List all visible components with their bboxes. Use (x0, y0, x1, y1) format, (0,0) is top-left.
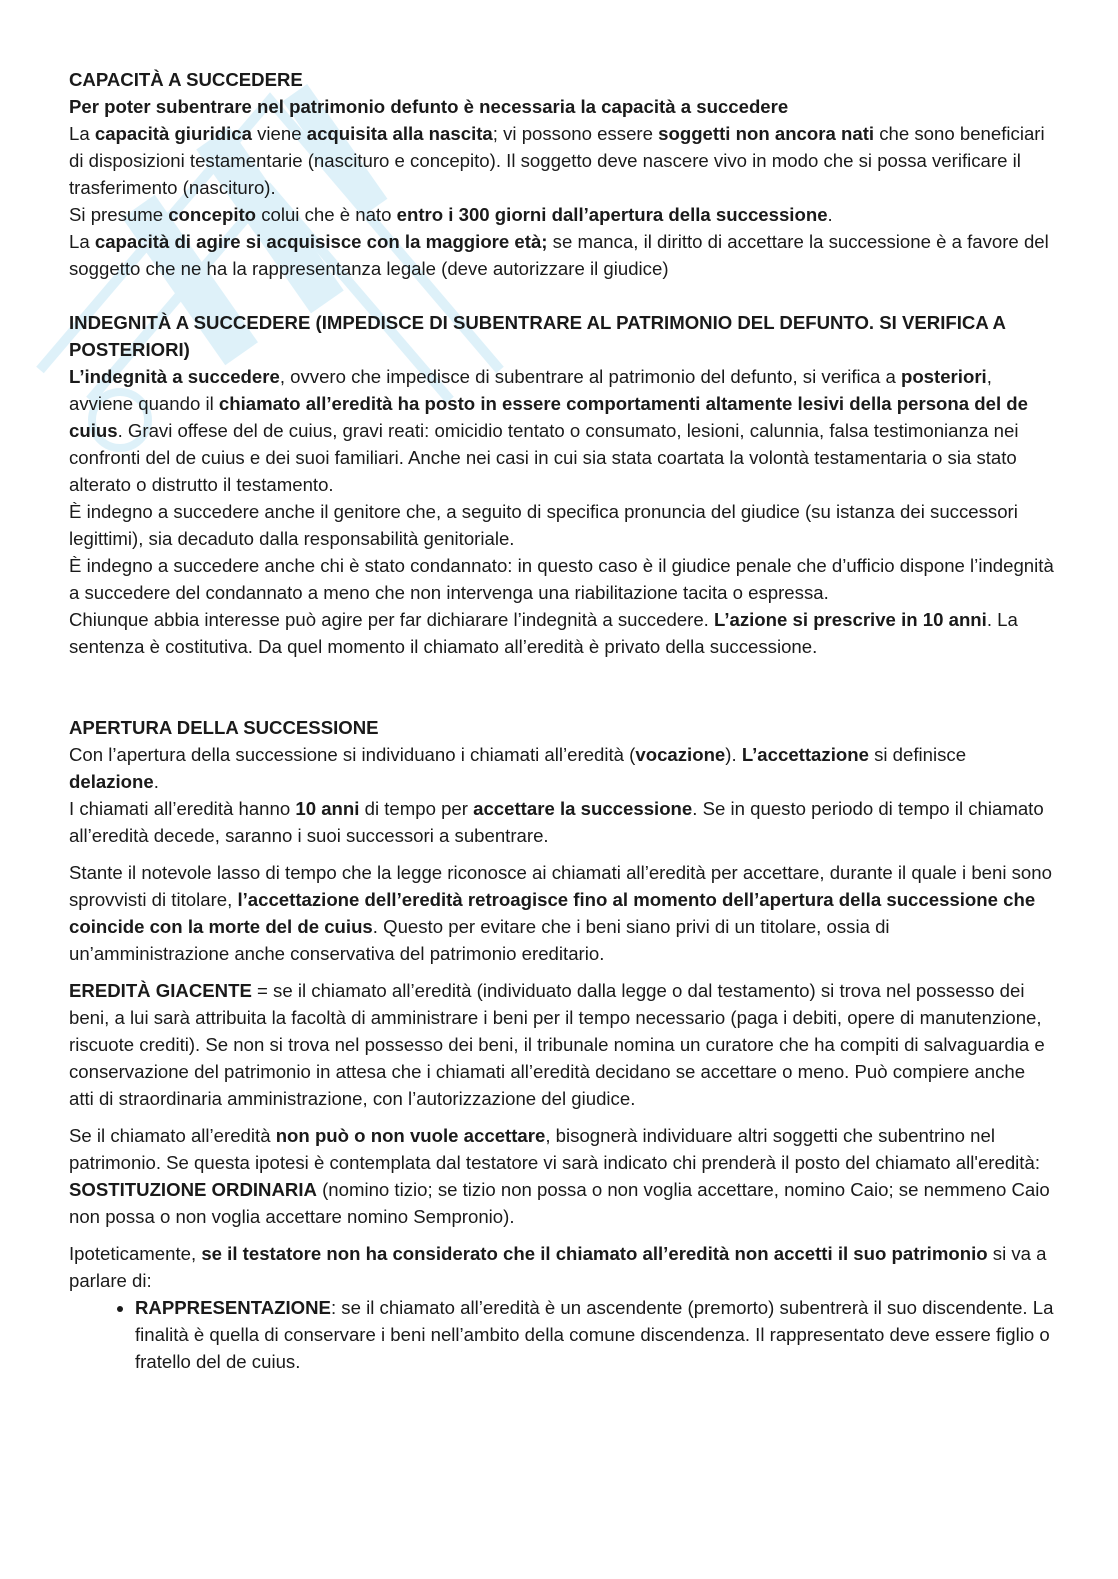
bullet-list (69, 1294, 1054, 1375)
ipotesi-paragraph: Ipoteticamente, se il testatore non ha considerato che il chiamato all’eredità non accetti il suo patrimonio si va a parlare di: (69, 1243, 1047, 1291)
section-title-capacita: CAPACITÀ A SUCCEDERE (69, 69, 303, 90)
capacita-paragraph-3: La capacità di agire si acquisisce con la maggiore età; se manca, il diritto di accettare la successione è a favore del soggetto che ne ha la rappresentanza legale (deve autorizzare il giudice) (69, 231, 1049, 279)
indegnita-paragraph-4: Chiunque abbia interesse può agire per far dichiarare l’indegnità a succedere. L’azione si prescrive in 10 anni. La sentenza è costitutiva. Da quel momento il chiamato all’eredità è privato della successione. (69, 609, 1018, 657)
apertura-paragraph-2: I chiamati all’eredità hanno 10 anni di tempo per accettare la successione. Se in questo periodo di tempo il chiamato all’eredità decede, saranno i suoi successori a subentrare. (69, 798, 1044, 846)
document-page (69, 66, 1054, 1375)
apertura-paragraph-3: Stante il notevole lasso di tempo che la legge riconosce ai chiamati all’eredità per accettare, durante il quale i beni sono sprovvisti di titolare, l’accettazione dell’eredità retroagisce fino al momento dell’apertura della successione che coincide con la morte del de cuius. Questo per evitare che i beni siano privi di un titolare, ossia di un’amministrazione anche conservativa del patrimonio ereditario. (69, 862, 1052, 964)
indegnita-paragraph-3: È indegno a succedere anche chi è stato condannato: in questo caso è il giudice penale che d’ufficio dispone l’indegnità a succedere del condannato a meno che non intervenga una riabilitazione tacita o espressa. (69, 555, 1054, 603)
apertura-paragraph-1: Con l’apertura della successione si individuano i chiamati all’eredità (vocazione). L’accettazione si definisce delazione. (69, 744, 967, 792)
list-item-rappresentazione: • RAPPRESENTAZIONE: se il chiamato all’eredità è un ascendente (premorto) subentrerà il suo discendente. La finalità è quella di conservare i beni nell’ambito della comune discendenza. Il rappresentato deve essere figlio o fratello del de cuius. (135, 1294, 1054, 1375)
section-title-apertura: APERTURA DELLA SUCCESSIONE (69, 717, 379, 738)
capacita-paragraph-2: Si presume concepito colui che è nato entro i 300 giorni dall’apertura della successione. (69, 204, 833, 225)
sostituzione-paragraph: Se il chiamato all’eredità non può o non vuole accettare, bisognerà individuare altri soggetti che subentrino nel patrimonio. Se questa ipotesi è contemplata dal testatore vi sarà indicato chi prenderà il posto del chiamato all'eredità: SOSTITUZIONE ORDINARIA (nomino tizio; se tizio non possa o non voglia accettare, nomino Caio; se nemmeno Caio non possa o non voglia accettare nomino Sempronio). (69, 1125, 1050, 1227)
section-title-indegnita: INDEGNITÀ A SUCCEDERE (IMPEDISCE DI SUBENTRARE AL PATRIMONIO DEL DEFUNTO. SI VERIFICA A POSTERIORI) (69, 312, 1006, 360)
indegnita-paragraph-1: L’indegnità a succedere, ovvero che impedisce di subentrare al patrimonio del defunto, si verifica a posteriori, avviene quando il chiamato all’eredità ha posto in essere comportamenti altamente lesivi della persona del de cuius. Gravi offese del de cuius, gravi reati: omicidio tentato o consumato, lesioni, calunnia, falsa testimonianza nei confronti del de cuius e dei suoi familiari. Anche nei casi in cui sia stata coartata la volontà testamentaria o sia stato alterato o distrutto il testamento. (69, 366, 1029, 495)
eredita-giacente-paragraph: EREDITÀ GIACENTE = se il chiamato all’eredità (individuato dalla legge o dal testamento) si trova nel possesso dei beni, a lui sarà attribuita la facoltà di amministrare i beni per il tempo necessario (paga i debiti, opere di manutenzione, riscuote crediti). Se non si trova nel possesso dei beni, il tribunale nomina un curatore che ha compiti di salvaguardia e conservazione del patrimonio in attesa che i chiamati all’eredità decidano se accettare o meno. Può compiere anche atti di straordinaria amministrazione, con l’autorizzazione del giudice. (69, 980, 1045, 1109)
capacita-paragraph-1: La capacità giuridica viene acquisita alla nascita; vi possono essere soggetti non ancora nati che sono beneficiari di disposizioni testamentarie (nascituro e concepito). Il soggetto deve nascere vivo in modo che si possa verificare il trasferimento (nascituro). (69, 123, 1045, 198)
indegnita-paragraph-2: È indegno a succedere anche il genitore che, a seguito di specifica pronuncia del giudice (su istanza dei successori legittimi), sia decaduto dalla responsabilità genitoriale. (69, 501, 1018, 549)
capacita-subtitle: Per poter subentrare nel patrimonio defunto è necessaria la capacità a succedere (69, 96, 789, 117)
